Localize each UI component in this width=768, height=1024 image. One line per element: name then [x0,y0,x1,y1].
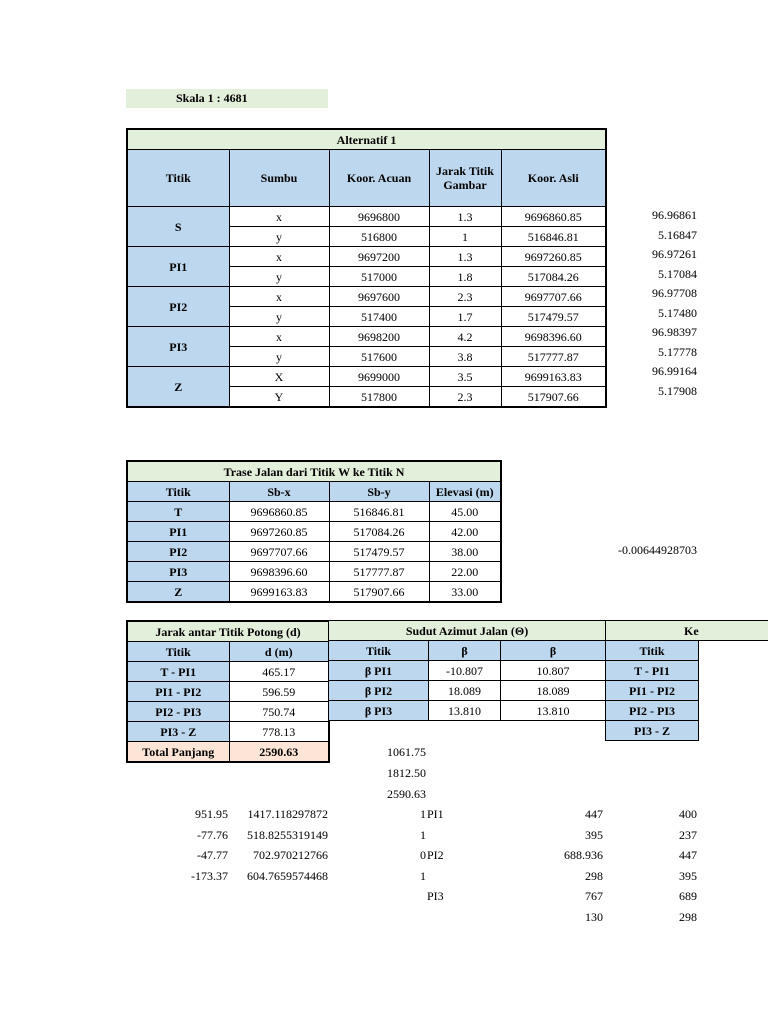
jarak-header-cell: d (m) [229,642,329,662]
alt-value-cell: 517777.87 [501,347,606,367]
ke-header-cell: Titik [606,641,699,661]
ke-table-clip [605,620,768,742]
alt-value-cell: 1.3 [429,247,501,267]
trase-cell: PI1 [127,522,229,542]
bottom-col6-value: 237 [679,827,697,842]
trase-cell: Z [127,582,229,603]
trase-row [127,542,501,562]
sudut-header-cell: β [429,641,501,661]
bottom-col6-value: 400 [679,807,697,821]
alt-value-cell: 3.8 [429,347,501,367]
bottom-col1-value: 951.95 [195,807,228,821]
alt-side-value: 96.96861 [652,208,697,222]
alt-titik-cell: Z [127,367,229,408]
alt-value-cell: 9697600 [329,287,429,307]
jarak-row [127,662,329,682]
bottom-col2-value: 1417.118297872 [247,807,328,821]
alt-value-cell: 4.2 [429,327,501,347]
alt-row [127,287,606,307]
alt-titik-cell: S [127,207,229,247]
bottom-col3-value: 0 [420,848,426,862]
jarak-cell: 750.74 [229,702,329,722]
bottom-col3-value: 1 [420,827,426,842]
bottom-col6-value: 447 [679,848,697,862]
alt-value-cell: 517800 [329,387,429,408]
trase-cell: 33.00 [429,582,501,603]
alt-value-cell: x [229,287,329,307]
jarak-row [127,682,329,702]
trase-header-cell: Elevasi (m) [429,482,501,502]
alt-value-cell: 9699163.83 [501,367,606,387]
alt-value-cell: 517400 [329,307,429,327]
ke-cell: T - PI1 [606,661,699,681]
bottom-col2-value: 702.970212766 [253,848,328,862]
alt-side-value: 96.99164 [652,364,697,378]
alt-value-cell: y [229,347,329,367]
ke-title-text: Ke [684,623,699,638]
trase-table [126,460,502,603]
trase-cell: 517907.66 [329,582,429,603]
trase-cell: PI3 [127,562,229,582]
alt-row [127,367,606,387]
alt-titik-cell: PI1 [127,247,229,287]
trase-cell: PI2 [127,542,229,562]
trase-cell: 517084.26 [329,522,429,542]
alt-value-cell: 1.8 [429,267,501,287]
bottom-col6-value: 298 [679,909,697,924]
trase-cell: 9698396.60 [229,562,329,582]
trase-cell: 9696860.85 [229,502,329,522]
sudut-row [329,681,606,701]
alt-side-value: 5.17084 [658,266,697,281]
cumulative-value: 2590.63 [387,787,426,801]
trase-cell: 42.00 [429,522,501,542]
alt-value-cell: 1.7 [429,307,501,327]
sudut-cell: 18.089 [501,681,606,701]
bottom-col5-value: 395 [585,827,603,842]
alt-value-cell: x [229,207,329,227]
sudut-cell: β PI3 [329,701,429,721]
alt-value-cell: 517600 [329,347,429,367]
jarak-cell: PI2 - PI3 [127,702,229,722]
bottom-col4-label: PI1 [427,807,444,821]
sudut-cell: 13.810 [501,701,606,721]
bottom-col3-value: 1 [420,868,426,883]
alt-value-cell: Y [229,387,329,408]
trase-title: Trase Jalan dari Titik W ke Titik N [127,461,501,482]
alt-side-value: 96.97708 [652,286,697,300]
jarak-header-cell: Titik [127,642,229,662]
bottom-col4-label: PI2 [427,848,444,862]
sudut-cell: 18.089 [429,681,501,701]
alt-side-value: 5.17908 [658,383,697,398]
ke-row [606,701,768,721]
cumulative-value: 1812.50 [387,766,426,780]
alt-value-cell: x [229,247,329,267]
jarak-cell: 465.17 [229,662,329,682]
alt-row [127,207,606,227]
trase-side-value: -0.00644928703 [618,543,697,557]
sudut-cell: 10.807 [501,661,606,681]
jarak-table [126,620,330,763]
sudut-header-cell: Titik [329,641,429,661]
jarak-cell: T - PI1 [127,662,229,682]
ke-row [606,661,768,681]
trase-cell: 516846.81 [329,502,429,522]
alt-side-value: 96.97261 [652,247,697,261]
ke-row [606,681,768,701]
trase-row [127,562,501,582]
bottom-col1-value: -47.77 [197,848,228,862]
trase-cell: 517777.87 [329,562,429,582]
alt-header-cell: Sumbu [229,150,329,207]
bottom-col5-value: 130 [585,909,603,924]
jarak-title: Jarak antar Titik Potong (d) [127,621,329,642]
alt-value-cell: 2.3 [429,387,501,408]
alt-value-cell: 9696860.85 [501,207,606,227]
jarak-row [127,702,329,722]
bottom-col6-value: 689 [679,889,697,903]
trase-cell: T [127,502,229,522]
alt-value-cell: y [229,267,329,287]
alternatif-table [126,128,607,408]
bottom-col3-value: 1 [420,807,426,821]
alt-side-value: 96.98397 [652,325,697,339]
sudut-table [328,620,606,721]
alt-side-value: 5.17480 [658,305,697,320]
jarak-total-row [127,742,329,763]
alt-row [127,247,606,267]
alt-titik-cell: PI2 [127,287,229,327]
trase-cell: 45.00 [429,502,501,522]
ke-cell: PI3 - Z [606,721,699,741]
alt-value-cell: y [229,307,329,327]
scale-text: Skala 1 : 4681 [176,91,248,105]
alt-value-cell: 517084.26 [501,267,606,287]
jarak-cell: 778.13 [229,722,329,742]
sudut-row [329,701,606,721]
jarak-cell: PI3 - Z [127,722,229,742]
cumulative-value: 1061.75 [387,745,426,759]
trase-cell: 9697707.66 [229,542,329,562]
trase-cell: 9697260.85 [229,522,329,542]
alt-value-cell: 1 [429,227,501,247]
alt-value-cell: 9697707.66 [501,287,606,307]
total-value: 2590.63 [229,742,329,763]
bottom-col4-label: PI3 [427,889,444,903]
sudut-header-cell: β [501,641,606,661]
trase-cell: 22.00 [429,562,501,582]
trase-cell: 9699163.83 [229,582,329,603]
jarak-row [127,722,329,742]
alt-value-cell: x [229,327,329,347]
alt-value-cell: 9698200 [329,327,429,347]
bottom-col5-value: 767 [585,889,603,903]
ke-table [605,620,768,741]
alt-value-cell: 2.3 [429,287,501,307]
sudut-cell: β PI1 [329,661,429,681]
ke-cell: PI2 - PI3 [606,701,699,721]
alt-value-cell: 9696800 [329,207,429,227]
bottom-col5-value: 688.936 [564,848,603,862]
total-label: Total Panjang [127,742,229,763]
alt-value-cell: 1.3 [429,207,501,227]
trase-header-cell: Titik [127,482,229,502]
jarak-cell: PI1 - PI2 [127,682,229,702]
alt-header-cell: Koor. Asli [501,150,606,207]
sudut-row [329,661,606,681]
bottom-col2-value: 518.8255319149 [247,827,328,842]
bottom-col2-value: 604.7659574468 [247,868,328,883]
bottom-col1-value: -77.76 [197,827,228,842]
alt-header-cell: Jarak Titik Gambar [429,150,501,207]
sudut-cell: β PI2 [329,681,429,701]
alt-value-cell: 3.5 [429,367,501,387]
bottom-col1-value: -173.37 [191,868,228,883]
alt-titik-cell: PI3 [127,327,229,367]
alt-row [127,327,606,347]
trase-row [127,522,501,542]
ke-row [606,721,768,741]
trase-cell: 38.00 [429,542,501,562]
alt-value-cell: 517907.66 [501,387,606,408]
sudut-cell: -10.807 [429,661,501,681]
sudut-title: Sudut Azimut Jalan (Θ) [329,621,606,641]
alt-value-cell: 516800 [329,227,429,247]
alt-header-cell: Titik [127,150,229,207]
bottom-col5-value: 298 [585,868,603,883]
bottom-col6-value: 395 [679,868,697,883]
alt-side-value: 5.17778 [658,344,697,359]
alt-value-cell: 9697260.85 [501,247,606,267]
alt-value-cell: 517000 [329,267,429,287]
alt-value-cell: 517479.57 [501,307,606,327]
alt-value-cell: y [229,227,329,247]
alt-header-cell: Koor. Acuan [329,150,429,207]
trase-header-cell: Sb-y [329,482,429,502]
ke-cell: PI1 - PI2 [606,681,699,701]
jarak-cell: 596.59 [229,682,329,702]
trase-row [127,502,501,522]
ke-title [606,621,768,641]
alt-value-cell: 9698396.60 [501,327,606,347]
trase-cell: 517479.57 [329,542,429,562]
bottom-col5-value: 447 [585,807,603,821]
alt-value-cell: 516846.81 [501,227,606,247]
trase-header-cell: Sb-x [229,482,329,502]
alt-value-cell: X [229,367,329,387]
alternatif-title: Alternatif 1 [127,129,606,150]
alt-side-value: 5.16847 [658,227,697,242]
alt-value-cell: 9699000 [329,367,429,387]
trase-row [127,582,501,603]
scale-label [126,89,328,108]
sudut-cell: 13.810 [429,701,501,721]
alt-value-cell: 9697200 [329,247,429,267]
